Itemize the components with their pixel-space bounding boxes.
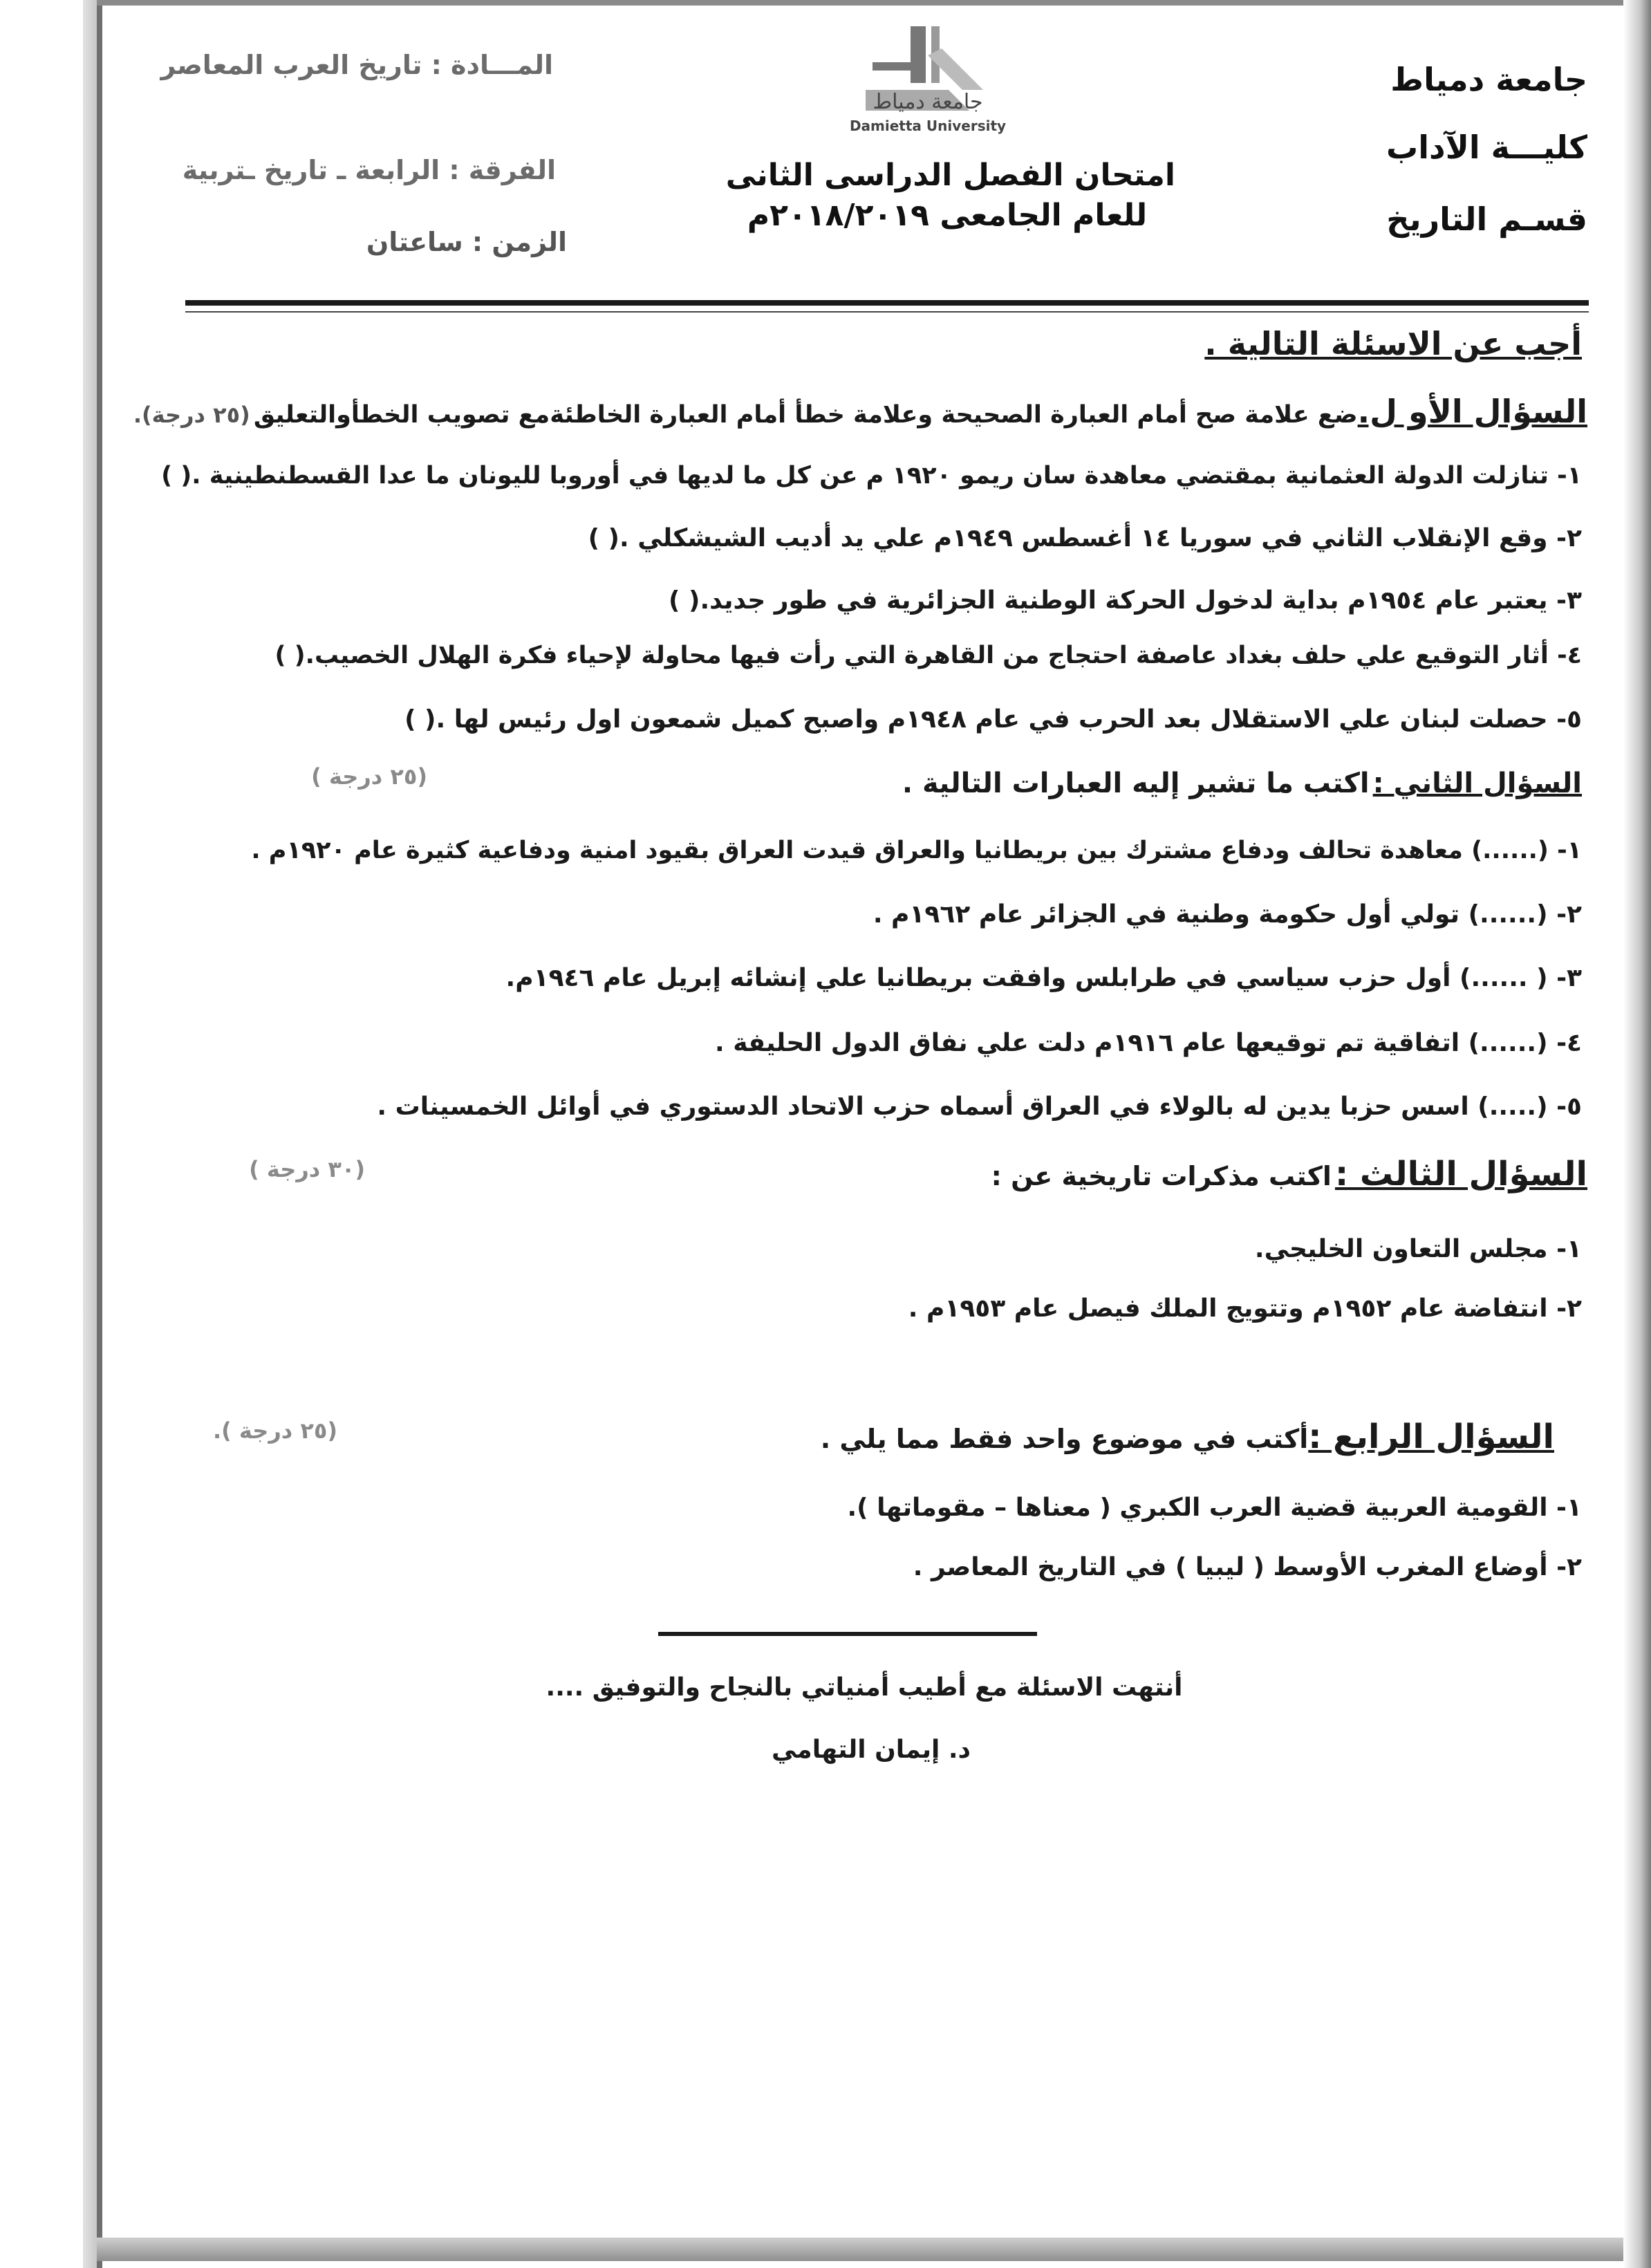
scan-edge-bottom bbox=[97, 2238, 1623, 2261]
q2-item-4: ٤- (......) اتفاقية تم توقيعها عام ١٩١٦م دلت علي نفاق الدول الحليفة . bbox=[715, 1029, 1582, 1057]
question-1-header bbox=[133, 393, 1587, 430]
logo-english-text: Damietta University bbox=[849, 118, 1007, 134]
question-2-header bbox=[902, 768, 1582, 799]
question-3-grade: (٣٠ درجة ) bbox=[249, 1156, 365, 1182]
question-3-title: السؤال الثالث : bbox=[1334, 1155, 1587, 1193]
duration-label: الزمن : ساعتان bbox=[366, 227, 567, 257]
question-2-text: اكتب ما تشير إليه العبارات التالية . bbox=[902, 768, 1370, 799]
closing-remark: أنتهت الاسئلة مع أطيب أمنياتي بالنجاح والتوفيق .... bbox=[545, 1673, 1183, 1702]
university-logo bbox=[845, 21, 1011, 138]
q1-item-3: ٣- يعتبر عام ١٩٥٤م بداية لدخول الحركة الوطنية الجزائرية في طور جديد.( ) bbox=[669, 586, 1582, 615]
q3-item-2: ٢- انتفاضة عام ١٩٥٢م وتتويج الملك فيصل عام ١٩٥٣م . bbox=[908, 1294, 1582, 1323]
q1-item-2: ٢- وقع الإنقلاب الثاني في سوريا ١٤ أغسطس ١٩٤٩م علي يد أديب الشيشكلي .( ) bbox=[588, 524, 1582, 552]
examiner-signature: د. إيمان التهامي bbox=[772, 1736, 971, 1764]
q4-item-1: ١- القومية العربية قضية العرب الكبري ( معناها – مقوماتها ). bbox=[847, 1494, 1582, 1522]
question-2-grade: (٢٥ درجة ) bbox=[311, 763, 427, 790]
subject-label: المـــادة : تاريخ العرب المعاصر bbox=[160, 50, 553, 80]
instruction-heading: أجب عن الاسئلة التالية . bbox=[1204, 325, 1582, 362]
question-1-title: السؤال الأو ل. bbox=[1357, 393, 1587, 430]
scan-edge-top bbox=[97, 0, 1623, 6]
academic-year: للعام الجامعى ٢٠١٨/٢٠١٩م bbox=[747, 198, 1148, 233]
question-4-title: السؤال الرابع : bbox=[1308, 1418, 1554, 1456]
footer-divider bbox=[658, 1632, 1037, 1636]
q2-item-5: ٥- (.....) اسس حزبا يدين له بالولاء في العراق أسماه حزب الاتحاد الدستوري في أوائل الخمسينات . bbox=[377, 1093, 1582, 1121]
q1-item-5: ٥- حصلت لبنان علي الاستقلال بعد الحرب في عام ١٩٤٨م واصبح كميل شمعون اول رئيس لها .( ) bbox=[404, 705, 1582, 734]
q2-item-1: ١- (......) معاهدة تحالف ودفاع مشترك بين بريطانيا والعراق قيدت العراق بقيود امنية ودفاعية كثيرة عام ١٩٢٠م . bbox=[251, 837, 1582, 864]
question-2-title: السؤال الثاني : bbox=[1372, 768, 1582, 799]
q1-item-4: ٤- أثار التوقيع علي حلف بغداد عاصفة احتجاج من القاهرة التي رأت فيها محاولة لإحياء فكرة الهلال الخصيب.( ) bbox=[274, 642, 1582, 669]
question-3-header bbox=[991, 1155, 1587, 1193]
faculty-name: كليـــة الآداب bbox=[1386, 129, 1587, 166]
q3-item-1: ١- مجلس التعاون الخليجي. bbox=[1254, 1235, 1582, 1263]
q4-item-2: ٢- أوضاع المغرب الأوسط ( ليبيا ) في التاريخ المعاصر . bbox=[913, 1553, 1582, 1581]
scan-edge-left bbox=[97, 0, 102, 2268]
question-4-grade: (٢٥ درجة ). bbox=[212, 1418, 337, 1444]
header-divider-thick bbox=[185, 300, 1589, 306]
scan-edge-right bbox=[1623, 0, 1651, 2268]
grade-level-label: الفرقة : الرابعة ـ تاريخ ـتربية bbox=[182, 155, 556, 185]
exam-title: امتحان الفصل الدراسى الثانى bbox=[725, 158, 1175, 193]
q2-item-3: ٣- ( ......) أول حزب سياسي في طرابلس وافقت بريطانيا علي إنشائه إبريل عام ١٩٤٦م. bbox=[505, 964, 1582, 992]
question-1-text: ضع علامة صح أمام العبارة الصحيحة وعلامة خطأ أمام العبارة الخاطئةمع تصويب الخطأوالتعليق bbox=[253, 401, 1358, 429]
q2-item-2: ٢- (......) تولي أول حكومة وطنية في الجزائر عام ١٩٦٢م . bbox=[873, 900, 1582, 929]
university-name: جامعة دمياط bbox=[1390, 61, 1587, 98]
q1-item-1: ١- تنازلت الدولة العثمانية بمقتضي معاهدة سان ريمو ١٩٢٠ م عن كل ما لديها في أوروبا لليونان ما عدا القسطنطينية .( ) bbox=[161, 462, 1582, 490]
question-1-grade: (٢٥ درجة). bbox=[133, 402, 250, 428]
question-4-text: أكتب في موضوع واحد فقط مما يلي . bbox=[820, 1424, 1309, 1454]
question-3-text: اكتب مذكرات تاريخية عن : bbox=[991, 1161, 1332, 1191]
header-divider-thin bbox=[185, 311, 1589, 313]
question-4-header bbox=[821, 1418, 1554, 1456]
logo-arabic-text: جامعة دمياط bbox=[873, 90, 983, 114]
department-name: قسـم التاريخ bbox=[1386, 201, 1587, 238]
